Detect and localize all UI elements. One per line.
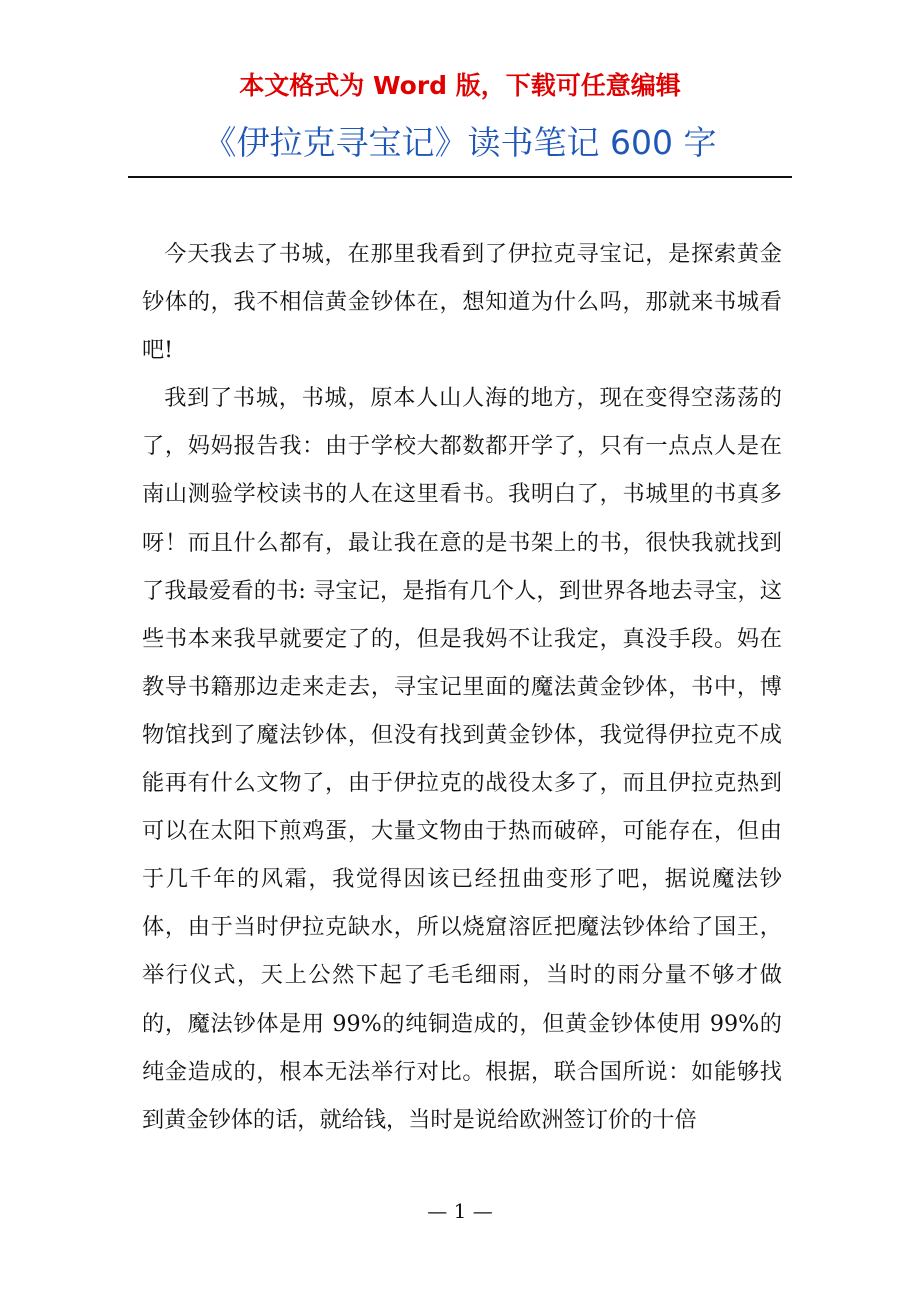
paragraph-2: 我到了书城，书城，原本人山人海的地方，现在变得空荡荡的了，妈妈报告我：由于学校大都数都开学了，只有一点点人是在南山测验学校读书的人在这里看书。我明白了，书城里的书真多呀！而且什么都有，最让我在意的是书架上的书，很快我就找到了我最爱看的书: 寻宝记，是指有几个人，到世界各地去寻宝，这些书本来我早就要定了的，但是我妈不让我定，真没手段。妈在教导书籍那边走来走去，寻宝记里面的魔法黄金钞体，书中，博物馆找到了魔法钞体，但没有找到黄金钞体，我觉得伊拉克不成能再有什么文物了，由于伊拉克的战役太多了，而且伊拉克热到可以在太阳下煎鸡蛋，大量文物由于热而破碎，可能存在，但由于几千年的风霜，我觉得因该已经扭曲变形了吧，据说魔法钞体，由于当时伊拉克缺水，所以烧窟溶匠把魔法钞体给了国王，举行仪式，天上公然下起了毛毛细雨，当时的雨分量不够才做的，魔法钞体是用 99%的纯铜造成的，但黄金钞体使用 99%的纯金造成的，根本无法举行对比。根据，联合国所说：如能够找到黄金钞体的话，就给钱，当时是说给欧洲签订价的十倍 [142,385,782,1133]
page-number: — 1 — [427,1199,493,1223]
download-banner: 本文格式为 Word 版，下载可任意编辑 [239,71,681,100]
page-title: 《伊拉克寻宝记》读书笔记 600 字 [203,123,717,162]
title-divider [128,176,792,178]
paragraph-1: 今天我去了书城，在那里我看到了伊拉克寻宝记，是探索黄金钞体的，我不相信黄金钞体在，想知道为什么吗，那就来书城看吧! [142,241,782,364]
article-body [142,230,782,1144]
